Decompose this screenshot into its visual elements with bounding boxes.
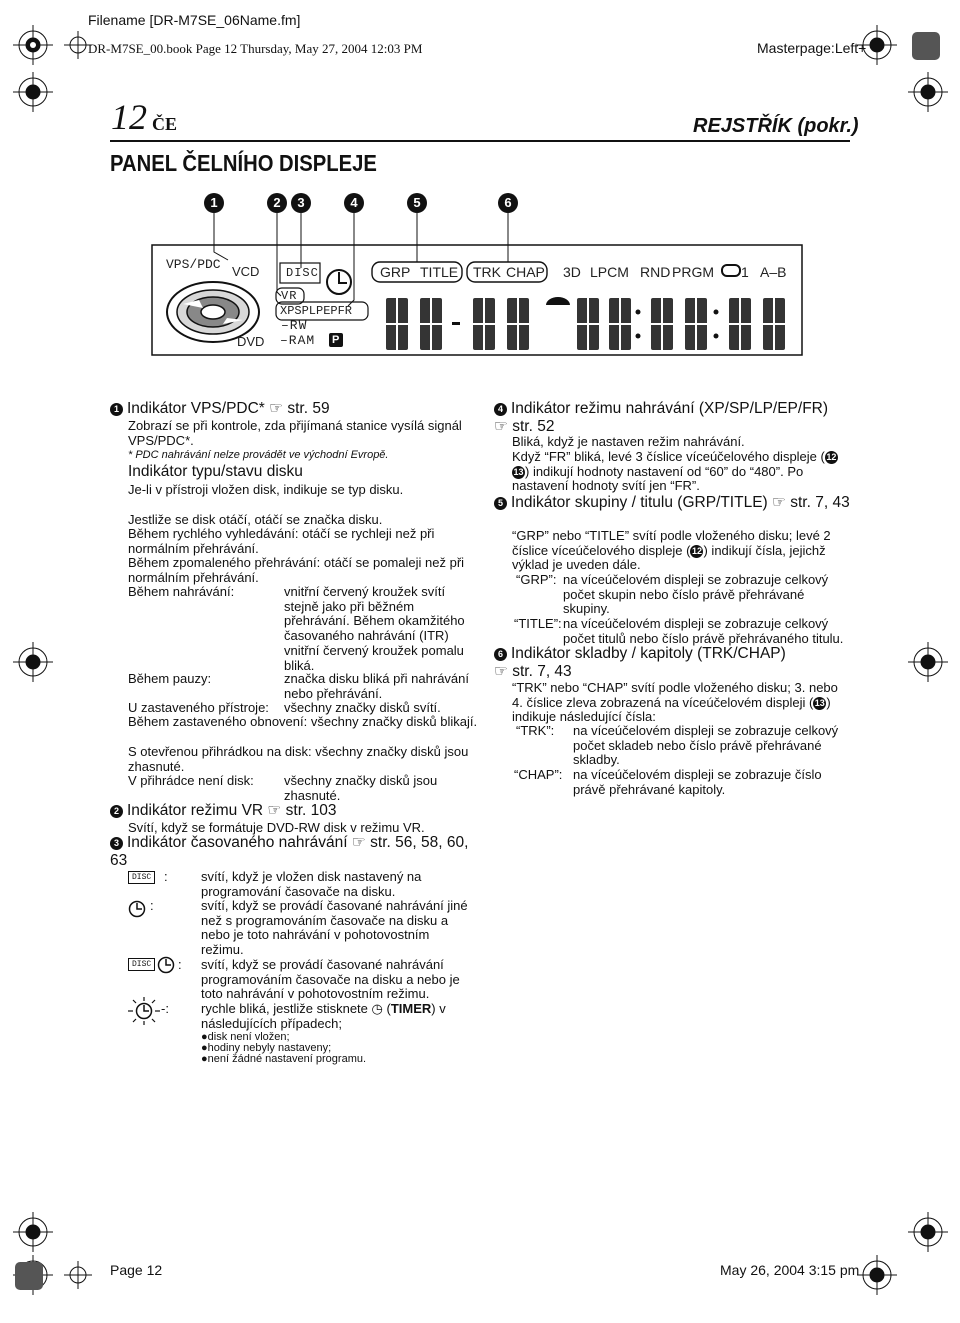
callout-4: 4 — [344, 193, 364, 213]
disk-indicator-desc: Je-li v přístroji vložen disk, indikuje se typ disku. — [128, 482, 404, 497]
display-vr: VR — [281, 289, 298, 303]
callout-5: 5 — [407, 193, 427, 213]
state-label: Během rychlého vyhledávání: — [128, 526, 299, 541]
state-label: V přihrádce není disk: — [128, 773, 254, 788]
state-text: všechny značky disků jsou zhasnuté. — [284, 773, 438, 803]
i6-text-b: ) indikuje následující čísla: — [512, 694, 831, 725]
state-label: Během zastaveného obnovení: — [128, 714, 308, 729]
indicator-2-heading — [110, 802, 336, 820]
state-label: S otevřenou přihrádkou na disk: — [128, 744, 312, 759]
display-p: P — [332, 334, 340, 346]
callout-6: 6 — [498, 193, 518, 213]
timer-row-text: svítí, když se provádí časované nahrávání programováním časovače na disku a nebo je toto nahrávání v pohotovostním režimu. — [201, 957, 460, 1002]
state-row — [128, 556, 478, 585]
timer-row-text: svítí, když se provádí časované nahrávání jiné než s programováním časovače na disku a nebo je toto nahrávání v pohotovostním režimu. — [201, 898, 468, 958]
trk-text: na víceúčelovém displeji se zobrazuje celkový počet skladeb nebo číslo právě přehrávané skladby. — [573, 723, 839, 768]
clock-icon — [157, 955, 177, 975]
indicator-3-title: Indikátor časovaného nahrávání — [127, 834, 348, 851]
indicator-5-title: Indikátor skupiny / titulu (GRP/TITLE) — [511, 494, 768, 511]
trk-label: “TRK”: — [516, 723, 555, 738]
state-text: značka disku bliká při nahrávání nebo přehrávání. — [284, 671, 469, 701]
display-trk: TRK — [473, 264, 501, 280]
masterpage-label: Masterpage:Left+ — [757, 40, 867, 56]
colon: : — [150, 898, 154, 913]
timer-row-text: svítí, když je vložen disk nastavený na programování časovače na disku. — [201, 869, 422, 899]
footer-date: May 26, 2004 3:15 pm — [720, 1262, 860, 1278]
callout-2: 2 — [267, 193, 287, 213]
book-info: DR-M7SE_00.book Page 12 Thursday, May 27, 2004 12:03 PM — [88, 41, 423, 56]
indicator-2-desc: Svítí, když se formátuje DVD-RW disk v režimu VR. — [128, 820, 425, 835]
display-dvd: DVD — [237, 334, 265, 349]
indicator-1-note: * PDC nahrávání nelze provádět ve východní Evropě. — [128, 449, 389, 461]
state-text: otáčí se pomaleji než při normálním přehrávání. — [128, 555, 465, 585]
state-text: vnitřní červený kroužek svítí stejně jako při běžném přehrávání. Během okamžitého časovaného nahrávání (ITR) vnitřní červený kroužek pomalu bliká. — [284, 584, 465, 673]
colon: : — [178, 957, 182, 972]
callout-marker-3: 3 — [110, 837, 123, 850]
indicator-6-title: Indikátor skladby / kapitoly (TRK/CHAP) — [511, 645, 786, 662]
callout-marker-1: 1 — [110, 403, 123, 416]
display-prgm: PRGM — [672, 264, 714, 280]
indicator-4-ref: str. 52 — [512, 418, 555, 435]
blinking-clock-icon — [124, 995, 164, 1029]
bullet-item: ●hodiny nebyly nastaveny; — [201, 1042, 332, 1054]
indicator-6-heading — [494, 645, 854, 681]
state-label: U zastaveného přístroje: — [128, 700, 269, 715]
state-row — [128, 745, 478, 774]
state-label: Během pauzy: — [128, 671, 212, 686]
indicator-3-ref: str. 56, 58, 60, 63 — [110, 834, 469, 869]
indicator-1-desc: Zobrazí se při kontrole, zda přijímaná stanice vysílá signál VPS/PDC*. — [128, 418, 462, 448]
state-label: Během nahrávání: — [128, 584, 235, 599]
colon: -: — [161, 1001, 169, 1016]
blink-text: rychle bliká, jestliže stisknete ◷ (TIMER) v následujících případech; — [201, 1001, 446, 1031]
title-text: na víceúčelovém displeji se zobrazuje celkový počet titulů nebo číslo právě přehrávaného titulu. — [563, 616, 844, 646]
chap-label: “CHAP”: — [514, 767, 563, 782]
timer-key: TIMER — [390, 1001, 432, 1016]
display-lpcm: LPCM — [590, 264, 629, 280]
footer-page: Page 12 — [110, 1262, 163, 1278]
reference-icon: ☞ — [494, 663, 508, 680]
indicator-4-desc-1: Bliká, když je nastaven režim nahrávání. — [512, 434, 745, 449]
colon: : — [164, 869, 168, 884]
callout-1: 1 — [204, 193, 224, 213]
indicator-6-desc — [512, 681, 847, 725]
callout-marker-4: 4 — [494, 403, 507, 416]
state-row — [128, 715, 478, 730]
indicator-4-heading — [494, 400, 854, 436]
reference-icon: ☞ — [772, 494, 786, 511]
display-title: TITLE — [420, 264, 459, 280]
callout-3: 3 — [291, 193, 311, 213]
callout-marker-5: 5 — [494, 497, 507, 510]
bullet-item: ●disk není vložen; — [201, 1031, 290, 1043]
indicator-5-ref: str. 7, 43 — [790, 494, 850, 511]
display-grp: GRP — [380, 264, 411, 280]
state-text: všechny značky disků svítí. — [284, 700, 441, 715]
indicator-1-title: Indikátor VPS/PDC* — [127, 400, 265, 417]
state-row — [128, 527, 478, 556]
title-label: “TITLE”: — [514, 616, 562, 631]
grp-label: “GRP”: — [516, 572, 557, 587]
callout-marker-2: 2 — [110, 805, 123, 818]
indicator-1-ref: str. 59 — [287, 400, 330, 417]
reference-icon: ☞ — [267, 802, 282, 819]
indicator-2-ref: str. 103 — [285, 802, 337, 819]
grp-text: na víceúčelovém displeji se zobrazuje celkový počet skupin nebo číslo právě přehrávané skupiny. — [563, 572, 829, 617]
reference-icon: ☞ — [351, 834, 366, 851]
state-text: všechny značky disků blikají. — [310, 714, 478, 729]
state-text: všechny značky disků jsou zhasnuté. — [128, 744, 469, 774]
disc-box-icon: DISC — [128, 958, 155, 971]
display-diagram — [0, 0, 960, 400]
ref-marker-13: 13 — [513, 466, 524, 477]
page-number: 12 — [111, 97, 147, 137]
i5-text-a: “GRP” nebo “TITLE” svítí podle vloženého disku; levé 2 číslice víceúčelového displeje ( — [512, 528, 831, 558]
disk-spin-note: Jestliže se disk otáčí, otáčí se značka disku. — [128, 512, 383, 527]
indicator-6-ref: str. 7, 43 — [512, 663, 572, 680]
language-code: ČE — [152, 114, 178, 134]
bullet-item: ●není žádné nastavení programu. — [201, 1053, 367, 1065]
indicator-4-title: Indikátor režimu nahrávání (XP/SP/LP/EP/FR) — [511, 400, 829, 417]
i5-text-b: ) indikují čísla, jejichž výklad je uveden dále. — [512, 542, 826, 573]
display-3d: 3D — [563, 264, 581, 280]
blink-text-a: rychle bliká, jestliže stisknete — [201, 1001, 368, 1016]
i4-text-a: Když “FR” bliká, levé 3 číslice víceúčelového displeje ( — [512, 449, 825, 464]
state-label: Během zpomaleného přehrávání: — [128, 555, 321, 570]
display-rw: –RW — [281, 318, 308, 333]
callout-marker-6: 6 — [494, 648, 507, 661]
filename-label: Filename [DR-M7SE_06Name.fm] — [88, 12, 301, 28]
display-modes: XPSPLPEPFR — [280, 304, 353, 318]
reference-icon: ☞ — [494, 418, 508, 435]
i6-text-a: “TRK” nebo “CHAP” svítí podle vloženého disku; 3. nebo 4. číslice zleva zobrazená na víceúčelovém displeji ( — [512, 680, 838, 710]
display-ab: A–B — [760, 264, 787, 280]
small-clock-icon: ◷ — [371, 1001, 383, 1016]
display-ram: –RAM — [280, 333, 316, 348]
display-vcd: VCD — [232, 264, 260, 279]
display-repeat-1: 1 — [741, 264, 749, 280]
display-chap: CHAP — [506, 264, 545, 280]
ref-marker-12: 12 — [691, 545, 702, 556]
indicator-5-desc — [512, 529, 842, 573]
chap-text: na víceúčelovém displeji se zobrazuje číslo právě přehrávané kapitoly. — [573, 767, 822, 797]
indicator-5-heading — [494, 494, 854, 512]
blink-text-b: v následujících případech; — [201, 1001, 446, 1031]
display-vps-pdc: VPS/PDC — [166, 257, 221, 272]
ref-marker-13: 13 — [814, 697, 825, 708]
i4-text-c: ) indikují hodnoty nastavení od “60” do “480”. Po nastavení hodnoty svítí jen “FR”. — [512, 463, 804, 494]
page-title: PANEL ČELNÍHO DISPLEJE — [110, 150, 377, 176]
indicator-3-heading — [110, 834, 475, 870]
indicator-1-heading — [110, 400, 480, 418]
disk-indicator-title: Indikátor typu/stavu disku — [128, 463, 303, 480]
state-text: otáčí se rychleji než při normálním přehrávání. — [128, 526, 435, 556]
indicator-4-desc-2 — [512, 450, 842, 494]
disc-box-icon: DISC — [128, 871, 155, 884]
ref-marker-12: 12 — [826, 452, 837, 462]
reference-icon: ☞ — [269, 400, 284, 417]
display-disc: DISC — [286, 266, 319, 280]
display-rnd: RND — [640, 264, 671, 280]
clock-icon — [128, 899, 148, 919]
indicator-2-title: Indikátor režimu VR — [127, 802, 264, 819]
section-title: REJSTŘÍK (pokr.) — [693, 115, 859, 137]
